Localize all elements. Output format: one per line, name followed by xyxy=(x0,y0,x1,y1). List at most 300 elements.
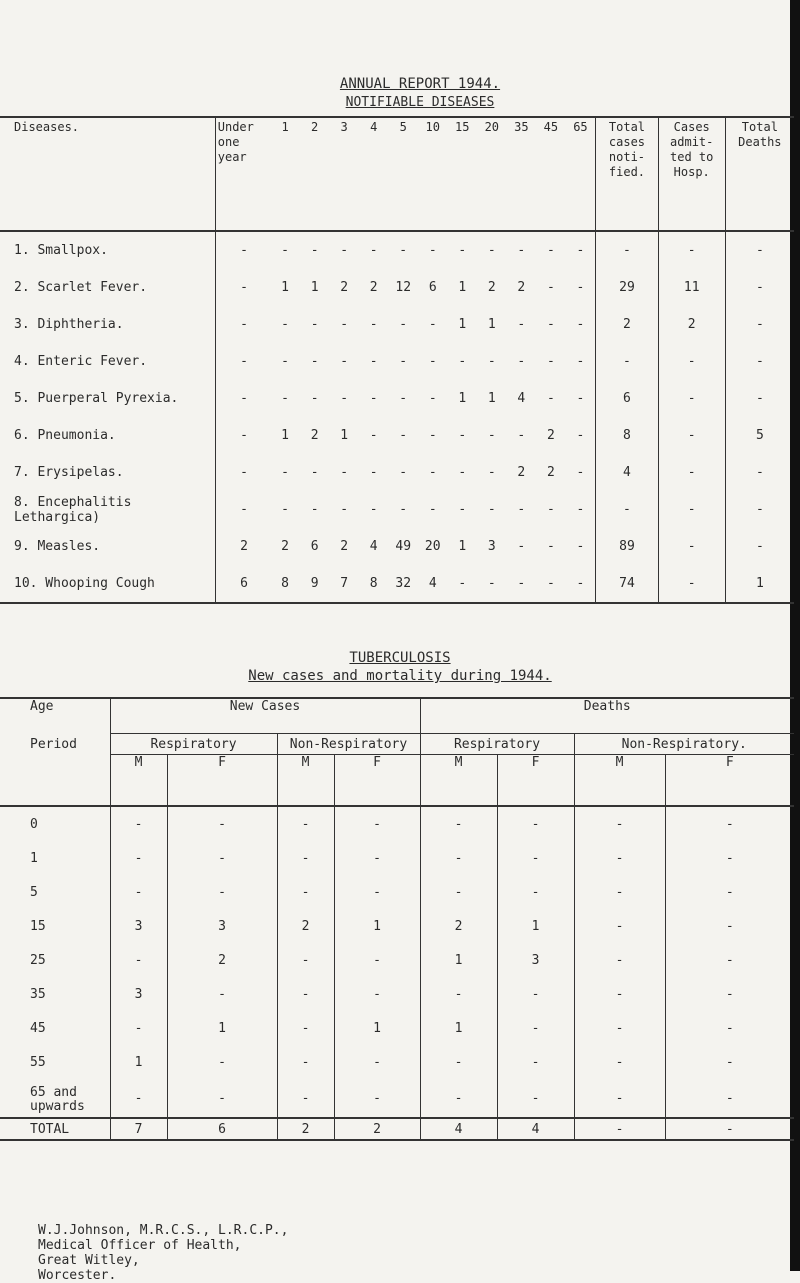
table-cell: - xyxy=(428,428,437,443)
tb-title: TUBERCULOSIS xyxy=(349,650,451,666)
table-cell: - xyxy=(658,528,725,565)
header-deaths: Total Deaths xyxy=(725,117,794,231)
table-cell: 2 xyxy=(596,306,658,343)
table-cell: - xyxy=(576,280,585,295)
table-cell: 2 xyxy=(281,539,289,554)
table-cell: - xyxy=(658,231,725,269)
table-cell: 3 xyxy=(110,977,167,1011)
table-cell: 2 xyxy=(310,428,319,443)
table-cell: - xyxy=(110,806,167,841)
age-period: 5 xyxy=(30,884,38,900)
header-m: M xyxy=(420,755,497,807)
table-cell: 6 xyxy=(596,380,658,417)
header-admitted: Cases admit- ted to Hosp. xyxy=(658,117,725,231)
header-f: F xyxy=(167,755,277,807)
table-cell: - xyxy=(369,391,378,406)
table-cell: - xyxy=(281,391,289,406)
table-cell: 1 xyxy=(110,1045,167,1079)
table-cell: - xyxy=(310,502,319,517)
table-cell: 2 xyxy=(167,943,277,977)
total-cell: - xyxy=(574,1118,665,1140)
table-cell: - xyxy=(281,243,289,258)
table-row xyxy=(0,565,794,603)
table-cell: - xyxy=(458,354,467,369)
table-cell: - xyxy=(215,306,270,343)
table-cell: - xyxy=(399,354,408,369)
table-cell: - xyxy=(277,943,334,977)
header-m: M xyxy=(110,755,167,807)
table-cell: - xyxy=(517,428,526,443)
tb-sex-row xyxy=(0,755,794,807)
table-cell: - xyxy=(110,1079,167,1118)
table-cell: - xyxy=(420,1045,497,1079)
table-cell: 5 xyxy=(725,417,794,454)
table-cell: - xyxy=(340,502,349,517)
table-cell: - xyxy=(487,576,496,591)
table-cell: 2 xyxy=(658,306,725,343)
table-cell: - xyxy=(458,576,467,591)
table-cell: 1 xyxy=(281,280,289,295)
header-blank xyxy=(0,755,110,807)
table-cell: 2 xyxy=(517,280,526,295)
disease-name: 7. Erysipelas. xyxy=(14,465,124,480)
table-cell: 3 xyxy=(497,943,574,977)
table-cell: - xyxy=(334,1045,420,1079)
table-cell: - xyxy=(574,806,665,841)
table-cell: - xyxy=(167,806,277,841)
table-cell: - xyxy=(576,576,585,591)
header-age: 2 xyxy=(311,120,319,134)
table-cell: - xyxy=(546,502,555,517)
table-row xyxy=(0,343,794,380)
table-cell: - xyxy=(546,354,555,369)
table-row xyxy=(0,417,794,454)
tb-header-row xyxy=(0,698,794,734)
table-cell: 8 xyxy=(596,417,658,454)
table-cell: - xyxy=(399,428,408,443)
table-cell: 2 xyxy=(215,528,270,565)
table-cell: - xyxy=(517,502,526,517)
table-cell: 4 xyxy=(428,576,437,591)
age-period: 1 xyxy=(30,850,38,866)
table-cell: - xyxy=(576,428,585,443)
disease-name: 1. Smallpox. xyxy=(14,243,108,258)
table-cell: - xyxy=(277,1011,334,1045)
age-period: 65 and upwards xyxy=(30,1085,85,1114)
tb-rows xyxy=(0,806,794,1118)
signature-line: Great Witley, xyxy=(38,1253,140,1268)
table-cell: 2 xyxy=(420,909,497,943)
table-row xyxy=(0,528,794,565)
table-row xyxy=(0,306,794,343)
table-cell: 3 xyxy=(487,539,496,554)
table-row xyxy=(0,380,794,417)
table-cell: 6 xyxy=(310,539,319,554)
table-row xyxy=(0,269,794,306)
disease-name: 3. Diphtheria. xyxy=(14,317,124,332)
table-cell: - xyxy=(310,354,319,369)
table-cell: - xyxy=(665,977,794,1011)
table-cell: - xyxy=(369,502,378,517)
table-cell: 4 xyxy=(596,454,658,491)
table-cell: - xyxy=(497,1011,574,1045)
table-cell: 2 xyxy=(546,428,555,443)
table-cell: - xyxy=(517,243,526,258)
disease-name: 8. Encephalitis Lethargica) xyxy=(14,494,132,525)
table-cell: - xyxy=(546,576,555,591)
table-cell: 1 xyxy=(281,428,289,443)
report-subtitle: NOTIFIABLE DISEASES xyxy=(345,95,495,110)
header-age: 45 xyxy=(543,120,559,134)
table-cell: 1 xyxy=(487,391,496,406)
table-cell: 1 xyxy=(420,1011,497,1045)
table-cell: 2 xyxy=(369,280,378,295)
table-cell: - xyxy=(215,231,270,269)
table-cell: - xyxy=(277,1079,334,1118)
table-cell: - xyxy=(665,875,794,909)
table-cell: - xyxy=(517,576,526,591)
table-row xyxy=(0,875,794,909)
table-cell: - xyxy=(334,806,420,841)
table-cell: - xyxy=(340,317,349,332)
table-cell: - xyxy=(277,841,334,875)
table-cell: 32 xyxy=(395,576,412,591)
header-f: F xyxy=(665,755,794,807)
table-row xyxy=(0,231,794,269)
table-cell: 6 xyxy=(428,280,437,295)
total-cell: 2 xyxy=(277,1118,334,1140)
table-row xyxy=(0,977,794,1011)
table-cell: - xyxy=(215,269,270,306)
table-cell: - xyxy=(399,465,408,480)
table-cell: - xyxy=(110,875,167,909)
table-cell: - xyxy=(517,317,526,332)
table-cell: - xyxy=(497,806,574,841)
table-cell: - xyxy=(596,491,658,528)
table-cell: - xyxy=(428,354,437,369)
table-cell: - xyxy=(167,1079,277,1118)
table-cell: 20 xyxy=(424,539,441,554)
table-cell: 8 xyxy=(369,576,378,591)
table-cell: 1 xyxy=(334,909,420,943)
table-cell: - xyxy=(725,528,794,565)
header-age: 65 xyxy=(573,120,588,134)
table-cell: - xyxy=(574,841,665,875)
table-cell: - xyxy=(215,343,270,380)
table-cell: - xyxy=(340,243,349,258)
table-cell: - xyxy=(310,391,319,406)
table-cell: - xyxy=(517,354,526,369)
table-cell: - xyxy=(576,465,585,480)
table-header-row xyxy=(0,117,794,231)
table-row xyxy=(0,1079,794,1118)
table-row xyxy=(0,806,794,841)
table-cell: 2 xyxy=(546,465,555,480)
table-cell: - xyxy=(497,977,574,1011)
table-cell: - xyxy=(497,1079,574,1118)
age-period: 25 xyxy=(30,952,46,968)
total-cell: 6 xyxy=(167,1118,277,1140)
table-cell: - xyxy=(215,491,270,528)
tb-subtitle: New cases and mortality during 1944. xyxy=(248,668,552,684)
table-cell: - xyxy=(420,1079,497,1118)
table-cell: 1 xyxy=(487,317,496,332)
table-cell: - xyxy=(369,428,378,443)
table-cell: - xyxy=(665,806,794,841)
table-row xyxy=(0,909,794,943)
signature-line: Worcester. xyxy=(38,1268,117,1283)
table-cell: - xyxy=(281,317,289,332)
table-cell: - xyxy=(110,1011,167,1045)
header-diseases: Diseases. xyxy=(14,120,80,134)
table-row xyxy=(0,1045,794,1079)
signature-block xyxy=(38,1223,288,1283)
total-cell: 7 xyxy=(110,1118,167,1140)
header-under-one: Under one year xyxy=(215,117,270,231)
table-row xyxy=(0,491,794,528)
table-cell: - xyxy=(574,977,665,1011)
table-cell: - xyxy=(281,502,289,517)
table-cell: - xyxy=(497,1045,574,1079)
table-row xyxy=(0,841,794,875)
table-cell: - xyxy=(576,243,585,258)
header-f: F xyxy=(334,755,420,807)
table-row xyxy=(0,1011,794,1045)
table-cell: - xyxy=(167,875,277,909)
table-cell: - xyxy=(576,502,585,517)
table-cell: 4 xyxy=(369,539,378,554)
header-age: 3 xyxy=(340,120,348,134)
table-cell: - xyxy=(369,354,378,369)
table-cell: 1 xyxy=(458,280,467,295)
table-cell: 1 xyxy=(420,943,497,977)
table-cell: - xyxy=(665,1011,794,1045)
table-cell: 1 xyxy=(458,391,467,406)
header-m: M xyxy=(574,755,665,807)
table-cell: - xyxy=(110,841,167,875)
tb-total-row xyxy=(0,1118,794,1140)
table-cell: - xyxy=(334,1079,420,1118)
table-cell: - xyxy=(658,565,725,603)
table-cell: 89 xyxy=(596,528,658,565)
table-cell: - xyxy=(596,343,658,380)
header-new-cases: New Cases xyxy=(110,698,420,734)
total-cell: 2 xyxy=(334,1118,420,1140)
age-period: 55 xyxy=(30,1054,46,1070)
header-age: 35 xyxy=(514,120,529,134)
table-cell: - xyxy=(725,454,794,491)
table-cell: - xyxy=(487,428,496,443)
table-cell: 4 xyxy=(517,391,526,406)
header-age: 20 xyxy=(484,120,500,134)
table-cell: - xyxy=(277,977,334,1011)
tuberculosis-table xyxy=(0,697,794,1141)
table-cell: - xyxy=(428,465,437,480)
header-respiratory: Respiratory xyxy=(420,734,574,755)
table-cell: 2 xyxy=(340,280,349,295)
table-cell: 8 xyxy=(281,576,289,591)
signature-line: Medical Officer of Health, xyxy=(38,1238,242,1253)
header-period: Period xyxy=(30,736,77,752)
table-cell: - xyxy=(369,465,378,480)
table-cell: - xyxy=(458,243,467,258)
table-cell: - xyxy=(658,343,725,380)
tb-subheader-row xyxy=(0,734,794,755)
header-non-respiratory: Non-Respiratory. xyxy=(574,734,794,755)
table-cell: - xyxy=(334,977,420,1011)
table-cell: - xyxy=(420,977,497,1011)
table-cell: - xyxy=(487,243,496,258)
table-cell: - xyxy=(487,502,496,517)
table-cell: - xyxy=(215,417,270,454)
table-cell: - xyxy=(334,841,420,875)
table-cell: - xyxy=(340,354,349,369)
total-label: TOTAL xyxy=(0,1118,110,1140)
table-cell: - xyxy=(310,243,319,258)
table-cell: - xyxy=(574,1079,665,1118)
table-cell: - xyxy=(665,841,794,875)
header-m: M xyxy=(277,755,334,807)
header-non-respiratory: Non-Respiratory xyxy=(277,734,420,755)
table-cell: - xyxy=(167,977,277,1011)
header-age: 4 xyxy=(370,120,378,134)
table-cell: 1 xyxy=(458,317,467,332)
table-row xyxy=(0,454,794,491)
table-cell: - xyxy=(334,943,420,977)
disease-rows xyxy=(0,231,794,603)
table-cell: 3 xyxy=(167,909,277,943)
table-cell: - xyxy=(665,909,794,943)
table-cell: - xyxy=(215,380,270,417)
table-cell: 1 xyxy=(497,909,574,943)
table-cell: - xyxy=(167,841,277,875)
table-cell: 6 xyxy=(215,565,270,603)
table-cell: - xyxy=(334,875,420,909)
table-cell: 29 xyxy=(596,269,658,306)
table-cell: - xyxy=(725,491,794,528)
table-cell: - xyxy=(665,1079,794,1118)
table-cell: - xyxy=(574,1011,665,1045)
table-cell: - xyxy=(281,465,289,480)
table-cell: - xyxy=(167,1045,277,1079)
table-cell: 49 xyxy=(395,539,412,554)
table-cell: - xyxy=(487,354,496,369)
table-cell: 1 xyxy=(340,428,349,443)
table-cell: - xyxy=(725,306,794,343)
table-cell: 74 xyxy=(596,565,658,603)
table-cell: - xyxy=(458,502,467,517)
age-period: 15 xyxy=(30,918,46,934)
table-cell: - xyxy=(658,491,725,528)
table-cell: - xyxy=(110,943,167,977)
table-cell: - xyxy=(281,354,289,369)
table-cell: - xyxy=(665,1045,794,1079)
table-cell: - xyxy=(399,243,408,258)
table-cell: 3 xyxy=(110,909,167,943)
age-period: 45 xyxy=(30,1020,46,1036)
table-cell: - xyxy=(576,391,585,406)
table-cell: - xyxy=(399,502,408,517)
table-cell: - xyxy=(277,875,334,909)
header-age: 5 xyxy=(399,120,407,134)
table-cell: - xyxy=(576,539,585,554)
header-total-notified: Total cases noti- fied. xyxy=(596,117,658,231)
header-age: 10 xyxy=(425,120,440,134)
table-cell: - xyxy=(665,943,794,977)
table-cell: - xyxy=(277,1045,334,1079)
table-cell: - xyxy=(658,417,725,454)
disease-name: 2. Scarlet Fever. xyxy=(14,280,148,295)
table-cell: - xyxy=(310,317,319,332)
table-cell: - xyxy=(458,465,467,480)
table-cell: - xyxy=(497,841,574,875)
table-cell: 1 xyxy=(334,1011,420,1045)
table-cell: - xyxy=(497,875,574,909)
table-cell: - xyxy=(658,380,725,417)
table-cell: - xyxy=(576,317,585,332)
table-cell: - xyxy=(369,317,378,332)
disease-name: 4. Enteric Fever. xyxy=(14,354,148,369)
header-respiratory: Respiratory xyxy=(110,734,277,755)
table-cell: - xyxy=(428,317,437,332)
signature-line: W.J.Johnson, M.R.C.S., L.R.C.P., xyxy=(38,1223,289,1238)
header-f: F xyxy=(497,755,574,807)
header-deaths: Deaths xyxy=(420,698,794,734)
table-cell: - xyxy=(399,317,408,332)
table-cell: - xyxy=(546,243,555,258)
table-cell: - xyxy=(399,391,408,406)
table-cell: - xyxy=(487,465,496,480)
table-cell: - xyxy=(574,1045,665,1079)
table-cell: 1 xyxy=(725,565,794,603)
header-age: 15 xyxy=(455,120,470,134)
table-cell: - xyxy=(310,465,319,480)
table-cell: 11 xyxy=(658,269,725,306)
table-cell: - xyxy=(658,454,725,491)
table-cell: - xyxy=(428,243,437,258)
table-cell: - xyxy=(546,317,555,332)
table-cell: - xyxy=(215,454,270,491)
table-cell: 2 xyxy=(517,465,526,480)
total-cell: 4 xyxy=(497,1118,574,1140)
table-cell: - xyxy=(725,231,794,269)
table-cell: 9 xyxy=(310,576,319,591)
table-cell: - xyxy=(546,391,555,406)
table-row xyxy=(0,943,794,977)
disease-name: 10. Whooping Cough xyxy=(14,576,155,591)
table-cell: - xyxy=(596,231,658,269)
header-age: Age xyxy=(30,699,54,714)
table-cell: - xyxy=(420,841,497,875)
table-cell: - xyxy=(574,943,665,977)
table-cell: 2 xyxy=(487,280,496,295)
table-cell: - xyxy=(340,465,349,480)
notifiable-diseases-table xyxy=(0,116,794,604)
age-period: 0 xyxy=(30,816,38,832)
header-age: 1 xyxy=(281,120,289,134)
table-cell: - xyxy=(546,539,555,554)
report-title: ANNUAL REPORT 1944. xyxy=(339,76,501,92)
disease-name: 6. Pneumonia. xyxy=(14,428,116,443)
table-cell: - xyxy=(725,380,794,417)
table-cell: 1 xyxy=(458,539,467,554)
disease-name: 9. Measles. xyxy=(14,539,101,554)
table-cell: - xyxy=(277,806,334,841)
table-cell: - xyxy=(576,354,585,369)
table-cell: - xyxy=(420,875,497,909)
disease-name: 5. Puerperal Pyrexia. xyxy=(14,391,179,406)
table-cell: - xyxy=(725,343,794,380)
